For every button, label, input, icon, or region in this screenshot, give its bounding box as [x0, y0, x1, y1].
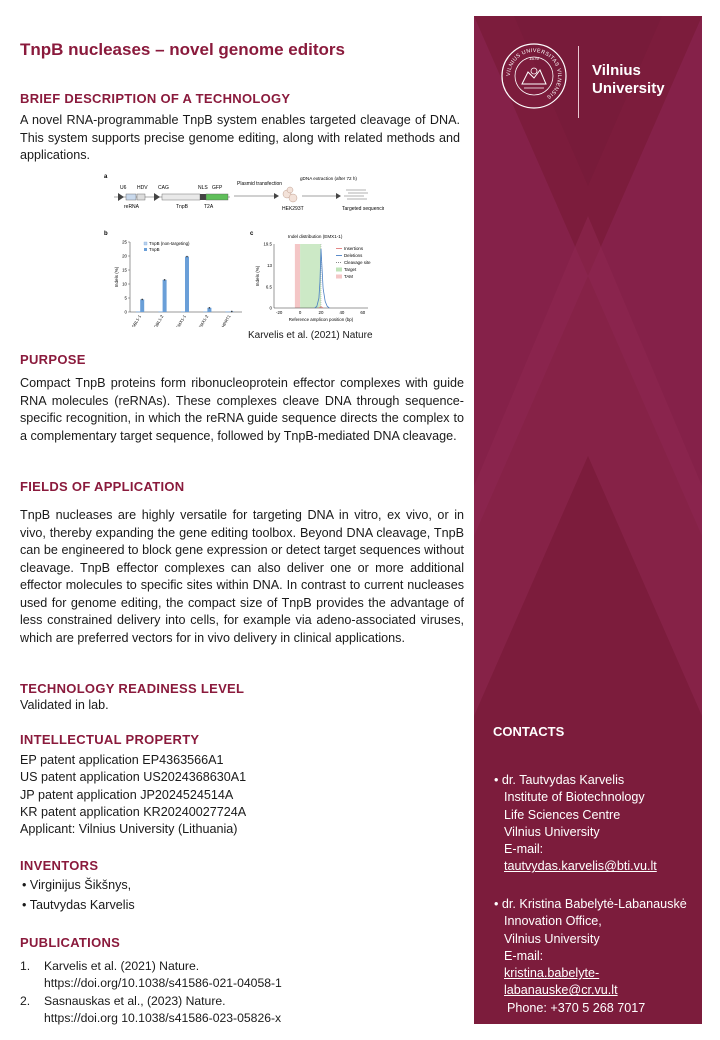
ip-line: Applicant: Vilnius University (Lithuania) — [20, 822, 238, 837]
bar-chart — [114, 240, 242, 327]
x-tick-label: EMX1-1 — [174, 314, 187, 327]
ip-line: US patent application US2024368630A1 — [20, 770, 247, 785]
label-gfp: GFP — [212, 185, 223, 191]
sidebar — [474, 16, 702, 1024]
step-gdna: gDNA extraction (after 72 h) — [300, 176, 357, 181]
inventor-name: • Tautvydas Karvelis — [22, 896, 135, 916]
trl-heading: TECHNOLOGY READINESS LEVEL — [20, 681, 245, 696]
y-tick-label: 6.5 — [265, 284, 272, 290]
x-tick-label: 60 — [360, 310, 366, 315]
ip-line: EP patent application EP4363566A1 — [20, 753, 224, 767]
legend-label: Deletions — [344, 253, 363, 258]
email-link[interactable]: labanauske@cr.vu.lt — [504, 983, 618, 998]
hdv-block — [137, 194, 145, 200]
legend-label: TAM — [344, 274, 353, 279]
purpose-heading: PURPOSE — [20, 352, 86, 367]
x-tick-label: 40 — [339, 310, 345, 315]
x-tick-label: -20 — [276, 310, 283, 315]
svg-text:c: c — [250, 231, 254, 237]
legend-label: TnpB (non-targeting) — [149, 241, 190, 246]
tnpb-block — [162, 194, 200, 200]
inventor-name: • Virginijus Šikšnys, — [22, 876, 135, 896]
phone: Phone: +370 5 268 7017 — [507, 1000, 646, 1015]
x-tick-label: 20 — [318, 310, 324, 315]
x-tick-label: AGBL1-1 — [129, 314, 143, 327]
contact-babelyte: • dr. Kristina Babelytė-Labanauskė Innovation Office, Vilnius University E-mail: kristina.babelyte- labanauske@cr.vu.lt Phone: +370 5 268 7017 — [494, 896, 687, 1017]
label-cag: CAG — [158, 185, 169, 191]
legend-label: Cleavage site — [344, 260, 371, 265]
step-cells: HEK293T — [282, 206, 304, 212]
bar-tnpb — [185, 257, 189, 312]
ip-list — [20, 752, 246, 838]
email-link[interactable]: kristina.babelyte- — [504, 966, 600, 981]
x-tick-label: 0 — [298, 310, 302, 315]
y-tick-label: 25 — [122, 239, 127, 245]
data-point — [164, 279, 166, 281]
gfp-block — [206, 194, 228, 200]
x-tick-label: EMX1-2 — [197, 314, 210, 327]
data-point — [231, 311, 233, 313]
bar-tnpb — [140, 299, 144, 312]
y-tick-label: 20 — [122, 253, 127, 259]
svg-text:b: b — [104, 231, 108, 237]
tam-region — [295, 244, 300, 308]
y-tick-label: 19.5 — [263, 241, 272, 247]
figure — [104, 172, 384, 327]
step-transfection: Plasmid transfection — [237, 181, 283, 187]
publication-item: 2. Sasnauskas et al., (2023) Nature. https://doi.org 10.1038/s41586-023-05826-x — [20, 994, 282, 1025]
seal-icon — [500, 42, 568, 110]
ip-line: KR patent application KR20240027724A — [20, 804, 247, 819]
target-region — [300, 244, 321, 308]
university-name: Vilnius University — [592, 62, 665, 97]
fields-heading: FIELDS OF APPLICATION — [20, 479, 185, 494]
label-rerna: reRNA — [124, 204, 140, 210]
label-t2a: T2A — [204, 204, 214, 210]
fields-text: TnpB nucleases are highly versatile for targeting DNA in vitro, ex vivo, or in vivo, thereby expanding the gene editing toolbox. Beyond DNA cleavage, TnpB can be engineered to block gene expression or detect target sequences without cleavage. TnpB effector complexes can also deliver one or more additional effector molecules to specific sites within DNA. In contrast to current nucleases used for genome editing, the compact size of TnpB provides the advantage of less constrained delivery into cells, for example via adeno-associated viruses, which are preferred vectors for in vivo delivery in clinical applications. — [20, 508, 464, 645]
publications-list — [20, 958, 460, 1028]
y-tick-label: 15 — [122, 267, 127, 273]
y-tick-label: 10 — [122, 281, 127, 287]
x-tick-label: HPRT1 — [220, 314, 232, 327]
logo-divider — [578, 46, 579, 118]
label-u6: U6 — [120, 185, 127, 191]
purpose-text: Compact TnpB proteins form ribonucleoprotein effector complexes with guide RNA molecules (reRNAs). These complexes cleave DNA through sequence-specific recognition, in which the reRNA guide sequence directs the complex to a complementary target sequence, followed by TnpB-mediated DNA cleavage. — [20, 376, 464, 443]
y-tick-label: 5 — [124, 295, 127, 301]
inventors-list — [22, 876, 135, 915]
svg-text:1579: 1579 — [529, 56, 539, 61]
legend-swatch — [336, 268, 342, 272]
data-point — [209, 307, 211, 309]
contact-karvelis: • dr. Tautvydas Karvelis Institute of Biotechnology Life Sciences Centre Vilnius University E-mail: tautvydas.karvelis@bti.vu.lt — [494, 772, 657, 876]
nls-block — [200, 194, 206, 200]
rerna-block — [126, 194, 136, 200]
email-link[interactable]: tautvydas.karvelis@bti.vu.lt — [504, 859, 657, 874]
contacts-heading: CONTACTS — [493, 724, 565, 739]
legend-swatch — [336, 275, 342, 279]
ip-line: JP patent application JP2024524514A — [20, 787, 234, 802]
legend-swatch — [144, 242, 147, 245]
ip-heading: INTELLECTUAL PROPERTY — [20, 732, 200, 747]
y-axis-label: Indels (%) — [114, 266, 119, 288]
y-axis-label: Indels (%) — [255, 265, 260, 287]
legend-label: TnpB — [149, 247, 160, 252]
y-tick-label: 13 — [267, 262, 272, 268]
step-sequencing: Targeted sequencing — [342, 206, 384, 212]
legend-swatch — [144, 248, 147, 251]
inventors-heading: INVENTORS — [20, 858, 99, 873]
legend-label: Insertions — [344, 246, 364, 251]
publication-doi-link[interactable]: https://doi.org/10.1038/s41586-021-04058-1 — [44, 975, 282, 990]
legend-label: Target — [344, 267, 357, 272]
data-point — [141, 299, 143, 301]
x-tick-label: AGBL1-2 — [151, 314, 165, 327]
panel-a-label: a — [104, 174, 108, 180]
brief-heading: BRIEF DESCRIPTION OF A TECHNOLOGY — [20, 91, 291, 106]
y-tick-label: 0 — [124, 309, 127, 315]
publications-heading: PUBLICATIONS — [20, 935, 121, 950]
data-point — [186, 256, 188, 258]
indel-chart — [255, 234, 371, 322]
figure-caption: Karvelis et al. (2021) Nature — [248, 330, 373, 341]
trl-text: Validated in lab. — [20, 698, 109, 712]
x-axis-label: Reference amplicon position (bp) — [288, 317, 354, 322]
university-seal — [500, 42, 568, 115]
publication-item: 1. Karvelis et al. (2021) Nature. https://doi.org/10.1038/s41586-021-04058-1 — [20, 959, 282, 990]
label-tnpb: TnpB — [176, 204, 188, 210]
page-title: TnpB nucleases – novel genome editors — [20, 40, 345, 59]
label-hdv: HDV — [137, 185, 148, 191]
label-nls: NLS — [198, 185, 208, 191]
sequencing-reads-icon — [344, 190, 368, 199]
publication-doi-link[interactable]: https://doi.org 10.1038/s41586-023-05826-x — [44, 1010, 282, 1025]
svg-text:VILNIUS UNIVERSITAS VILNENSIS: VILNIUS UNIVERSITAS VILNENSIS — [505, 47, 563, 100]
chart-title: Indel distribution (EMX1-1) — [288, 234, 343, 239]
brief-text: A novel RNA-programmable TnpB system enables targeted cleavage of DNA. This system supports precise genome editing, along with related methods and applications. — [20, 113, 460, 162]
figure-svg — [104, 172, 384, 327]
bar-tnpb — [163, 280, 167, 312]
y-tick-label: 0 — [269, 305, 272, 311]
